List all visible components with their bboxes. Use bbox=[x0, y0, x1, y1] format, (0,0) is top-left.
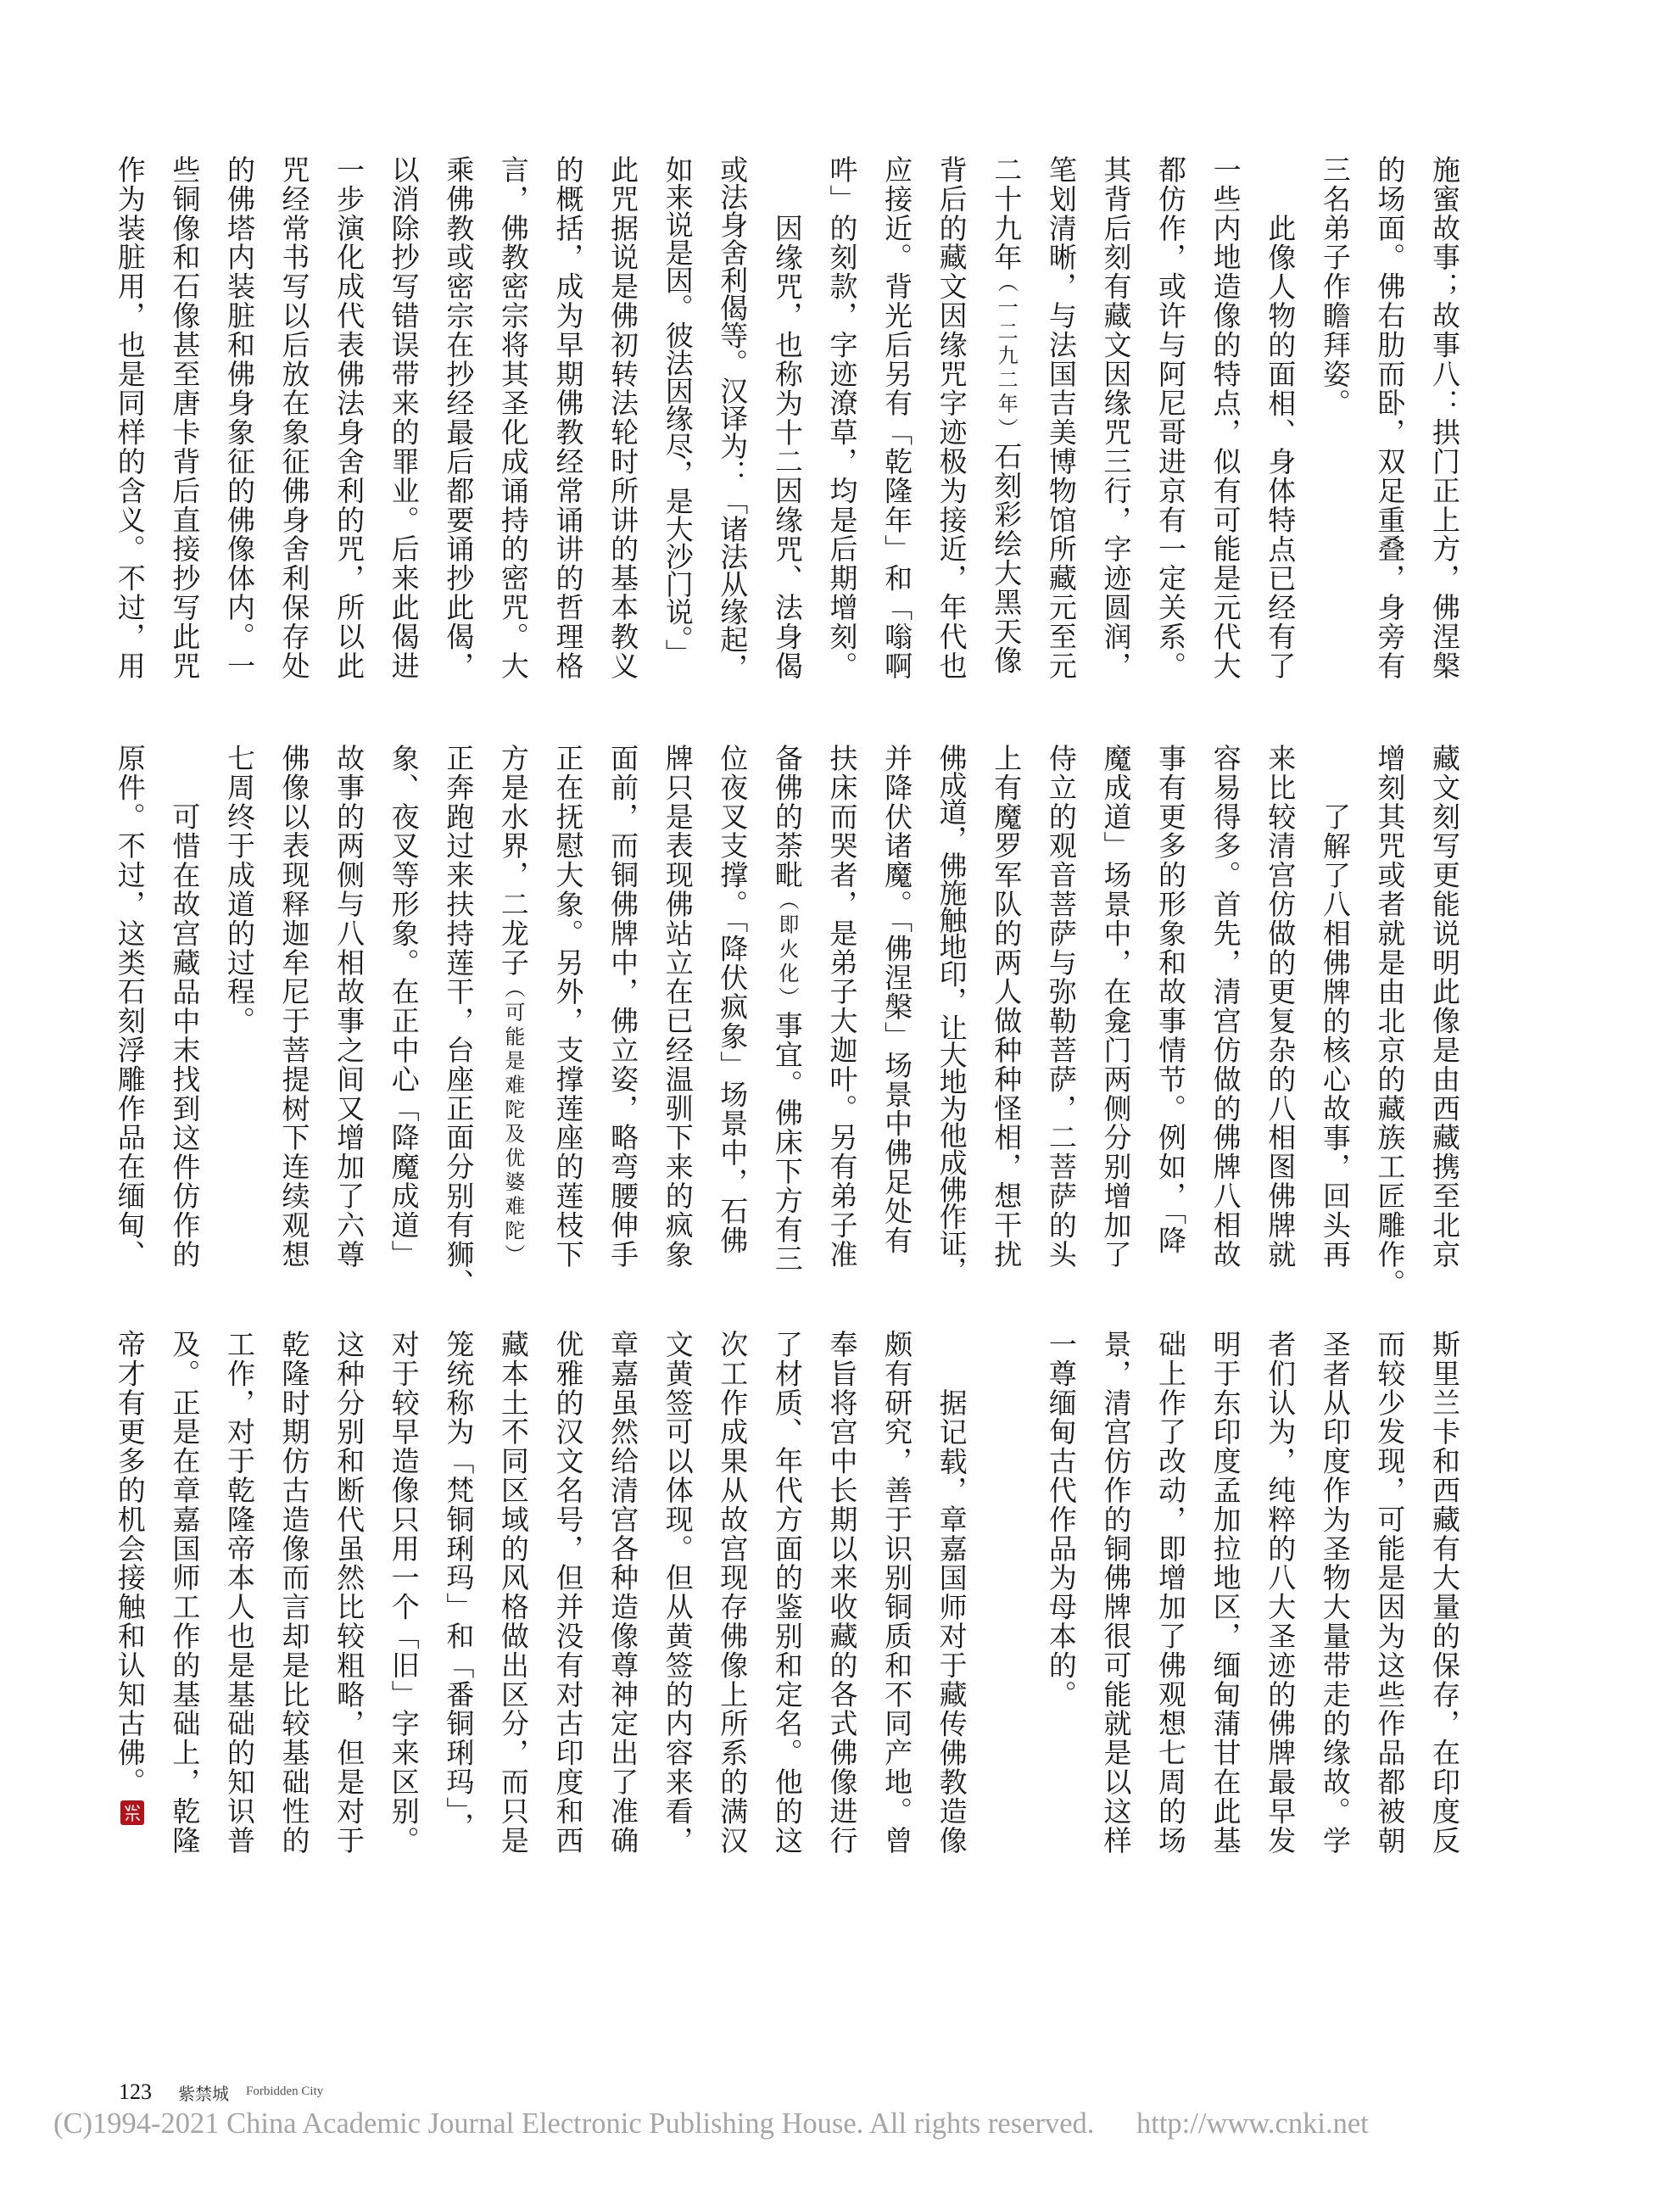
text-column: 景，清宫仿作的铜佛牌很可能就是以这样 bbox=[1099, 1330, 1133, 1856]
text-column: 故事的两侧与八相故事之间又增加了六尊 bbox=[332, 744, 366, 1270]
text-column bbox=[979, 155, 1034, 698]
text-column: 应接近。背光后另有「乾隆年」和「嗡啊 bbox=[880, 155, 914, 681]
text-column: 及。正是在章嘉国师工作的基础上，乾隆 bbox=[168, 1330, 202, 1856]
seal-icon bbox=[120, 1800, 144, 1825]
text-column: 一尊缅甸古代作品为母本的。 bbox=[1044, 1330, 1078, 1710]
text-column: 文黄签可以体现。但从黄签的内容来看， bbox=[661, 1330, 695, 1856]
text-column: 原件。不过，这类石刻浮雕作品在缅甸、 bbox=[113, 744, 147, 1270]
text-column: 背后的藏文因缘咒字迹极为接近，年代也 bbox=[935, 155, 968, 681]
paragraph-start-column: 此像人物的面相、身体特点已经有了 bbox=[1264, 213, 1298, 681]
text-column: 面前，而铜佛牌中，佛立姿，略弯腰伸手 bbox=[606, 744, 640, 1270]
text-column: 帝才有更多的机会接触和认知古佛。 bbox=[113, 1330, 147, 1797]
inline-annotation: （即火化） bbox=[774, 890, 799, 1011]
publisher-url[interactable]: http://www.cnki.net bbox=[1136, 2107, 1369, 2140]
text-column: 或法身舍利偈等。汉译为：「诸法从缘起， bbox=[716, 155, 750, 681]
page-number: 123 bbox=[119, 2079, 152, 2104]
paragraph-start-column: 据记载，章嘉国师对于藏传佛教造像 bbox=[935, 1387, 968, 1856]
text-column: 施蜜故事；故事八：拱门正上方，佛涅槃 bbox=[1428, 155, 1461, 681]
text-column: 佛成道，佛施触地印，让大地为他成佛作证， bbox=[935, 744, 968, 1284]
text-column: 此咒据说是佛初转法轮时所讲的基本教义 bbox=[606, 155, 640, 681]
text-column: 章嘉虽然给清宫各种造像尊神定出了准确 bbox=[606, 1330, 640, 1856]
text-column: 言，佛教密宗将其圣化成诵持的密咒。大 bbox=[496, 155, 530, 681]
text-column: 者们认为，纯粹的八大圣迹的佛牌最早发 bbox=[1264, 1330, 1298, 1856]
text-column: 明于东印度孟加拉地区，缅甸蒲甘在此基 bbox=[1208, 1330, 1242, 1856]
text-column: 增刻其咒或者就是由北京的藏族工匠雕作。 bbox=[1373, 744, 1407, 1298]
text-column bbox=[759, 744, 814, 1287]
text-column: 魔成道」场景中，在龛门两侧分别增加了 bbox=[1099, 744, 1133, 1270]
column-text: 二十九年 bbox=[990, 155, 1024, 272]
text-column: 来比较清宫仿做的更复杂的八相图佛牌就 bbox=[1264, 744, 1298, 1270]
text-section-3 bbox=[102, 1330, 1471, 1873]
column-text: 方是水界，二龙子 bbox=[496, 744, 530, 978]
text-column: 础上作了改动，即增加了佛观想七周的场 bbox=[1154, 1330, 1188, 1856]
text-column bbox=[485, 744, 540, 1287]
text-column: 咒经常书写以后放在象征佛身舍利保存处 bbox=[277, 155, 311, 681]
text-column: 的佛塔内装脏和佛身象征的佛像体内。一 bbox=[222, 155, 256, 681]
text-column: 容易得多。首先，清宫仿做的佛牌八相故 bbox=[1208, 744, 1242, 1270]
text-section-2 bbox=[102, 744, 1471, 1298]
text-column: 并降伏诸魔。「佛涅槃」场景中佛足处有 bbox=[880, 744, 914, 1255]
paragraph-start-column: 可惜在故宫藏品中末找到这件仿作的 bbox=[168, 801, 202, 1270]
text-column: 侍立的观音菩萨与弥勒菩萨，二菩萨的头 bbox=[1044, 744, 1078, 1270]
text-column: 正奔跑过来扶持莲干，台座正面分别有狮、 bbox=[442, 744, 476, 1298]
text-column: 三名弟子作瞻拜姿。 bbox=[1318, 155, 1352, 418]
text-column: 佛像以表现释迦牟尼于菩提树下连续观想 bbox=[277, 744, 311, 1270]
text-column: 作为装脏用，也是同样的含义。不过，用 bbox=[113, 155, 147, 681]
inline-annotation: （一二九二年） bbox=[994, 271, 1019, 442]
text-column: 其背后刻有藏文因缘咒三行，字迹圆润， bbox=[1099, 155, 1133, 681]
text-column: 优雅的汉文名号，但并没有对古印度和西 bbox=[551, 1330, 585, 1856]
text-column: 的概括，成为早期佛教经常诵讲的哲理格 bbox=[551, 155, 585, 681]
text-column: 圣者从印度作为圣物大量带走的缘故。学 bbox=[1318, 1330, 1352, 1856]
paragraph-gap bbox=[979, 1330, 1034, 1873]
text-column: 了材质、年代方面的鉴别和定名。他的这 bbox=[770, 1330, 804, 1856]
column-text: 备佛的荼毗 bbox=[770, 744, 804, 890]
text-column: 而较少发现，可能是因为这些作品都被朝 bbox=[1373, 1330, 1407, 1856]
text-column: 吽」的刻款，字迹潦草，均是后期增刻。 bbox=[825, 155, 859, 681]
text-column: 一步演化成代表佛法身舍利的咒，所以此 bbox=[332, 155, 366, 681]
seal-graphic bbox=[120, 1800, 144, 1825]
paragraph-start-column: 因缘咒，也称为十二因缘咒、法身偈 bbox=[770, 213, 804, 681]
text-column: 奉旨将宫中长期以来收藏的各式佛像进行 bbox=[825, 1330, 859, 1856]
text-column: 斯里兰卡和西藏有大量的保存，在印度反 bbox=[1428, 1330, 1461, 1856]
text-column: 这种分别和断代虽然比较粗略，但是对于 bbox=[332, 1330, 366, 1856]
text-column: 的场面。佛右肋而卧，双足重叠，身旁有 bbox=[1373, 155, 1407, 681]
column-text: 事宜。佛床下方有三 bbox=[770, 1011, 804, 1274]
text-column: 藏本土不同区域的风格做出区分，而只是 bbox=[496, 1330, 530, 1856]
text-column: 乾隆时期仿古造像而言却是比较基础性的 bbox=[277, 1330, 311, 1856]
paragraph-start-column: 了解了八相佛牌的核心故事，回头再 bbox=[1318, 801, 1352, 1270]
text-column: 事有更多的形象和故事情节。例如，「降 bbox=[1154, 744, 1188, 1255]
text-column: 扶床而哭者，是弟子大迦叶。另有弟子准 bbox=[825, 744, 859, 1270]
text-column: 工作，对于乾隆帝本人也是基础的知识普 bbox=[222, 1330, 256, 1856]
text-column: 七周终于成道的过程。 bbox=[222, 744, 256, 1035]
text-column: 藏文刻写更能说明此像是由西藏携至北京 bbox=[1428, 744, 1461, 1270]
text-column: 以消除抄写错误带来的罪业。后来此偈进 bbox=[387, 155, 421, 681]
journal-name-english: Forbidden City bbox=[246, 2085, 324, 2098]
copyright-notice: (C)1994-2021 China Academic Journal Electronic Publishing House. All rights reserved. bbox=[53, 2107, 1095, 2140]
text-column: 正在抚慰大象。另外，支撑莲座的莲枝下 bbox=[551, 744, 585, 1270]
text-section-1 bbox=[102, 155, 1471, 698]
inline-annotation: （可能是难陀及优婆难陀） bbox=[500, 977, 525, 1269]
text-column: 都仿作，或许与阿尼哥进京有一定关系。 bbox=[1154, 155, 1188, 681]
text-column: 位夜叉支撑。「降伏疯象」场景中，石佛 bbox=[716, 744, 750, 1255]
text-column: 象、夜叉等形象。在正中心「降魔成道」 bbox=[387, 744, 421, 1270]
text-column: 些铜像和石像甚至唐卡背后直接抄写此咒 bbox=[168, 155, 202, 681]
column-text: 石刻彩绘大黑天像 bbox=[990, 441, 1024, 676]
text-column: 颇有研究，善于识别铜质和不同产地。曾 bbox=[880, 1330, 914, 1856]
text-column: 一些内地造像的特点，似有可能是元代大 bbox=[1208, 155, 1242, 681]
text-column: 乘佛教或密宗在抄经最后都要诵抄此偈， bbox=[442, 155, 476, 681]
text-column: 上有魔罗军队的两人做种种怪相，想干扰 bbox=[990, 744, 1024, 1270]
text-column: 笔划清晰，与法国吉美博物馆所藏元至元 bbox=[1044, 155, 1078, 681]
text-column: 如来说是因。彼法因缘尽，是大沙门说。」 bbox=[661, 155, 695, 667]
text-column: 次工作成果从故宫现存佛像上所系的满汉 bbox=[716, 1330, 750, 1856]
text-column: 牌只是表现佛站立在已经温驯下来的疯象 bbox=[661, 744, 695, 1270]
text-column: 笼统称为「梵铜琍玛」和「番铜琍玛」， bbox=[442, 1330, 476, 1841]
journal-name-chinese: 紫禁城 bbox=[178, 2084, 229, 2104]
text-column: 对于较早造像只用一个「旧」字来区别。 bbox=[387, 1330, 421, 1856]
